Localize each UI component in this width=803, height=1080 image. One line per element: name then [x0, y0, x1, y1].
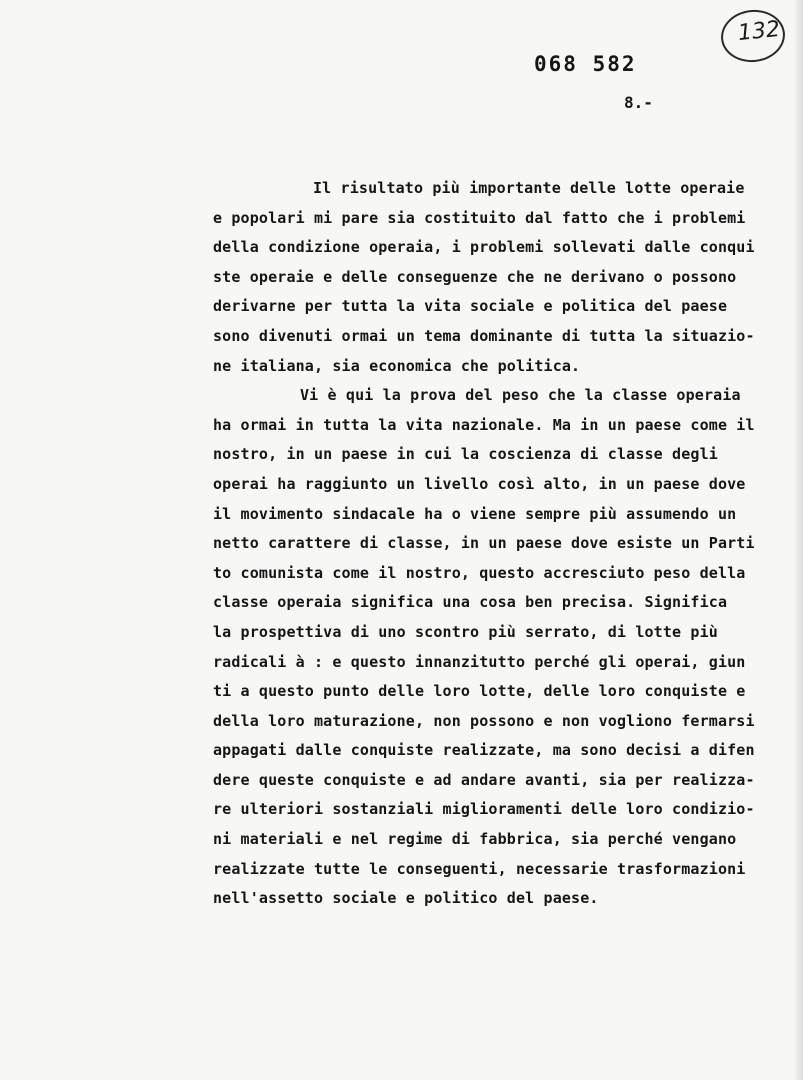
text-line: appagati dalle conquiste realizzate, ma sono decisi a difen — [213, 741, 755, 760]
text-line: ne italiana, sia economica che politica. — [213, 356, 581, 375]
text-line: radicali à : e questo innanzitutto perché gli operai, giun — [213, 652, 746, 671]
text-line: operai ha raggiunto un livello così alto, in un paese dove — [213, 474, 746, 493]
text-line: classe operaia significa una cosa ben precisa. Significa — [213, 593, 728, 612]
text-line: la prospettiva di uno scontro più serrato, di lotte più — [213, 622, 718, 641]
text-line: netto carattere di classe, in un paese dove esiste un Parti — [213, 534, 755, 553]
text-line: ste operaie e delle conseguenze che ne derivano o possono — [213, 267, 737, 286]
text-line: derivarne per tutta la vita sociale e politica del paese — [213, 297, 728, 316]
text-line: realizzate tutte le conseguenti, necessarie trasformazioni — [213, 859, 746, 878]
text-line: nell'assetto sociale e politico del paese. — [213, 889, 599, 908]
text-line: Vi è qui la prova del peso che la classe operaia — [300, 386, 741, 405]
body-text — [213, 174, 803, 914]
page-marker: 8.- — [624, 93, 653, 112]
text-line: sono divenuti ormai un tema dominante di tutta la situazio- — [213, 326, 755, 345]
text-line: e popolari mi pare sia costituito dal fatto che i problemi — [213, 208, 746, 227]
text-line: ha ormai in tutta la vita nazionale. Ma in un paese come il — [213, 415, 755, 434]
text-line: to comunista come il nostro, questo accresciuto peso della — [213, 563, 746, 582]
text-line: ni materiali e nel regime di fabbrica, sia perché vengano — [213, 830, 737, 849]
text-line: dere queste conquiste e ad andare avanti, sia per realizza- — [213, 770, 755, 789]
text-line: il movimento sindacale ha o viene sempre più assumendo un — [213, 504, 737, 523]
text-line: della condizione operaia, i problemi sollevati dalle conqui — [213, 238, 755, 257]
archive-number: 068 582 — [534, 52, 637, 76]
folio-number: 132 — [736, 16, 782, 47]
text-line: re ulteriori sostanziali miglioramenti delle loro condizio- — [213, 800, 755, 819]
text-line: della loro maturazione, non possono e non vogliono fermarsi — [213, 711, 755, 730]
text-line: Il risultato più importante delle lotte operaie — [313, 179, 745, 197]
text-line: ti a questo punto delle loro lotte, delle loro conquiste e — [213, 682, 746, 701]
text-line: nostro, in un paese in cui la coscienza di classe degli — [213, 445, 718, 464]
